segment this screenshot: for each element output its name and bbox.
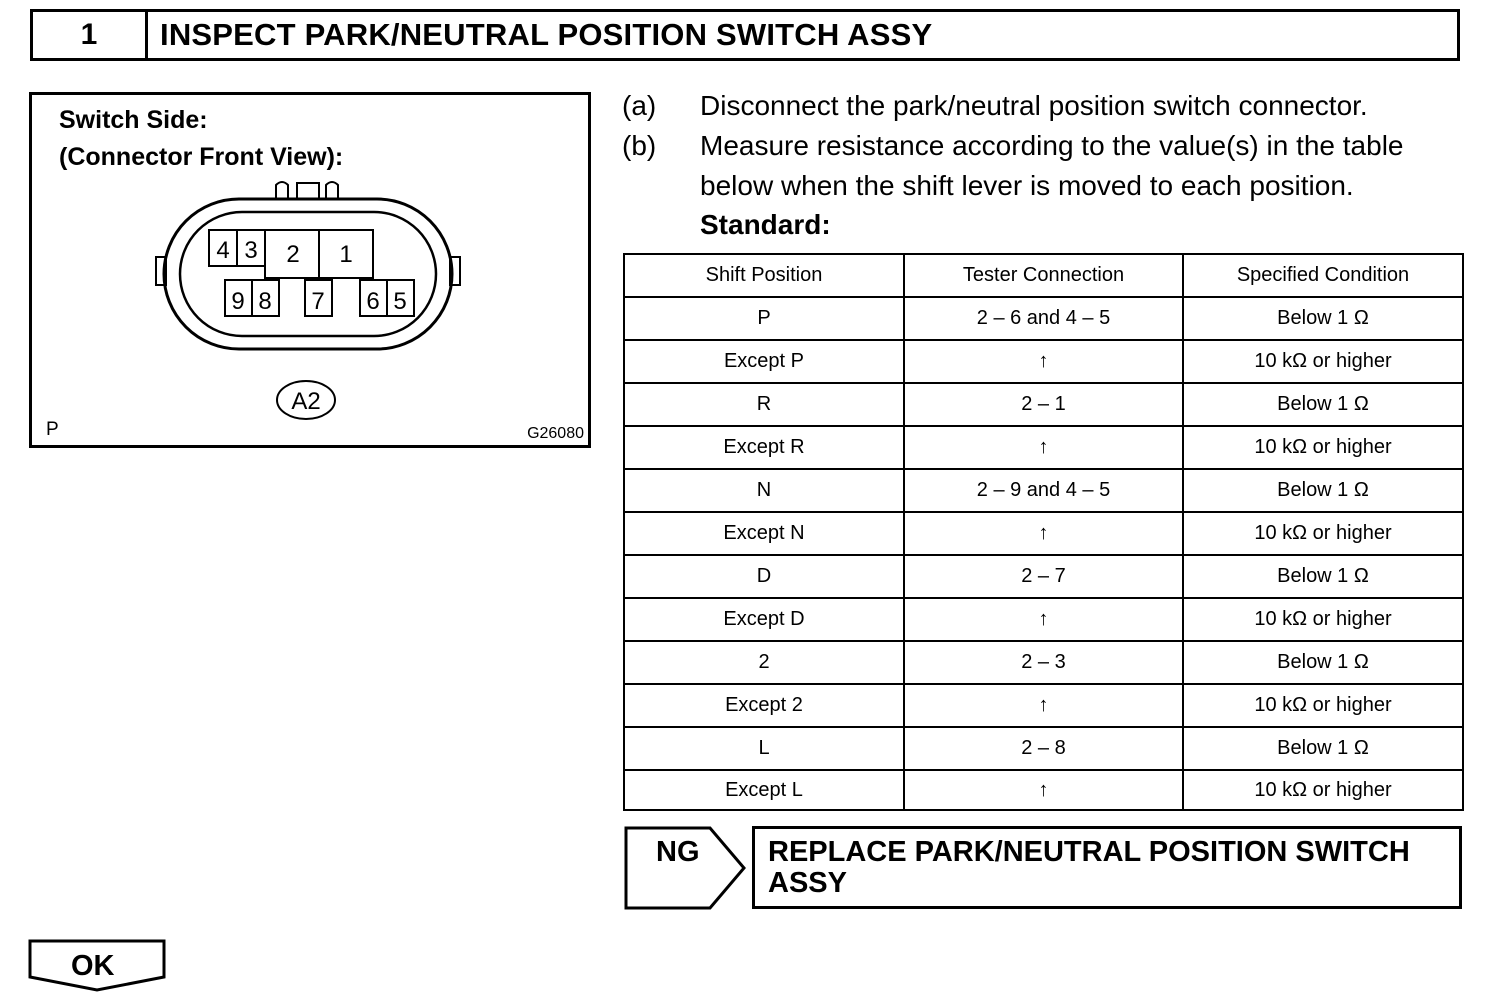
cell-shift-position: L <box>624 727 904 770</box>
header-shift-position: Shift Position <box>624 254 904 297</box>
cell-shift-position: Except D <box>624 598 904 641</box>
cell-shift-position: Except P <box>624 340 904 383</box>
cell-tester-connection: ↑ <box>904 426 1183 469</box>
pin-7-label: 7 <box>311 288 325 315</box>
cell-tester-connection: 2 – 6 and 4 – 5 <box>904 297 1183 340</box>
connector-figure <box>29 92 591 448</box>
cell-tester-connection: ↑ <box>904 598 1183 641</box>
cell-tester-connection: ↑ <box>904 684 1183 727</box>
cell-specified-condition: 10 kΩ or higher <box>1183 340 1463 383</box>
cell-specified-condition: 10 kΩ or higher <box>1183 770 1463 810</box>
cell-shift-position: N <box>624 469 904 512</box>
cell-shift-position: P <box>624 297 904 340</box>
ok-label: OK <box>71 950 115 982</box>
cell-specified-condition: Below 1 Ω <box>1183 555 1463 598</box>
table-row <box>624 555 1463 598</box>
cell-specified-condition: Below 1 Ω <box>1183 297 1463 340</box>
pin-5-label: 5 <box>393 288 407 315</box>
figure-code: G26080 <box>527 425 584 442</box>
instruction-b-letter: (b) <box>622 130 657 161</box>
pin-6-label: 6 <box>366 288 380 315</box>
table-row <box>624 641 1463 684</box>
cell-tester-connection: 2 – 9 and 4 – 5 <box>904 469 1183 512</box>
cell-shift-position: 2 <box>624 641 904 684</box>
cell-tester-connection: 2 – 1 <box>904 383 1183 426</box>
cell-shift-position: R <box>624 383 904 426</box>
pin-2-label: 2 <box>286 241 300 268</box>
step-number: 1 <box>33 12 148 58</box>
table-row <box>624 383 1463 426</box>
cell-specified-condition: 10 kΩ or higher <box>1183 684 1463 727</box>
header-tester-connection: Tester Connection <box>904 254 1183 297</box>
pin-8-label: 8 <box>258 288 272 315</box>
cell-shift-position: Except 2 <box>624 684 904 727</box>
connector-drawing <box>32 95 588 445</box>
table-row <box>624 770 1463 810</box>
instruction-b-line1: Measure resistance according to the value(s) in the table <box>700 130 1404 161</box>
cell-tester-connection: ↑ <box>904 770 1183 810</box>
cell-shift-position: D <box>624 555 904 598</box>
figure-corner-left: P <box>46 419 59 440</box>
header-specified-condition: Specified Condition <box>1183 254 1463 297</box>
cell-specified-condition: 10 kΩ or higher <box>1183 426 1463 469</box>
cell-tester-connection: 2 – 8 <box>904 727 1183 770</box>
pin-3-label: 3 <box>244 237 258 264</box>
instruction-a-text: Disconnect the park/neutral position switch connector. <box>700 90 1368 121</box>
cell-shift-position: Except L <box>624 770 904 810</box>
table-row <box>624 469 1463 512</box>
standard-label: Standard: <box>700 209 831 240</box>
connector-id: A2 <box>291 388 321 415</box>
cell-shift-position: Except N <box>624 512 904 555</box>
cell-specified-condition: Below 1 Ω <box>1183 383 1463 426</box>
cell-specified-condition: Below 1 Ω <box>1183 641 1463 684</box>
pin-9-label: 9 <box>231 288 245 315</box>
cell-tester-connection: ↑ <box>904 340 1183 383</box>
table-row <box>624 340 1463 383</box>
table-row <box>624 512 1463 555</box>
spec-table <box>623 253 1464 811</box>
table-row <box>624 426 1463 469</box>
table-row <box>624 684 1463 727</box>
table-row <box>624 297 1463 340</box>
step-header <box>30 9 1460 61</box>
ng-action-line2: ASSY <box>768 867 847 899</box>
pin-4-label: 4 <box>216 237 230 264</box>
cell-specified-condition: 10 kΩ or higher <box>1183 598 1463 641</box>
figure-label-front-view: (Connector Front View): <box>59 143 344 171</box>
step-title: INSPECT PARK/NEUTRAL POSITION SWITCH ASSY <box>160 17 933 52</box>
cell-specified-condition: 10 kΩ or higher <box>1183 512 1463 555</box>
cell-tester-connection: 2 – 7 <box>904 555 1183 598</box>
cell-shift-position: Except R <box>624 426 904 469</box>
cell-specified-condition: Below 1 Ω <box>1183 727 1463 770</box>
cell-tester-connection: 2 – 3 <box>904 641 1183 684</box>
pin-1-label: 1 <box>339 241 353 268</box>
instruction-a-letter: (a) <box>622 90 657 121</box>
ng-action-box <box>752 826 1462 909</box>
cell-tester-connection: ↑ <box>904 512 1183 555</box>
ng-action-line1: REPLACE PARK/NEUTRAL POSITION SWITCH <box>768 836 1410 868</box>
table-row <box>624 727 1463 770</box>
table-header-row <box>624 254 1463 297</box>
cell-specified-condition: Below 1 Ω <box>1183 469 1463 512</box>
instruction-b-line2: below when the shift lever is moved to each position. <box>700 170 1354 201</box>
ng-label: NG <box>656 836 700 868</box>
table-row <box>624 598 1463 641</box>
figure-label-switch-side: Switch Side: <box>59 106 208 134</box>
